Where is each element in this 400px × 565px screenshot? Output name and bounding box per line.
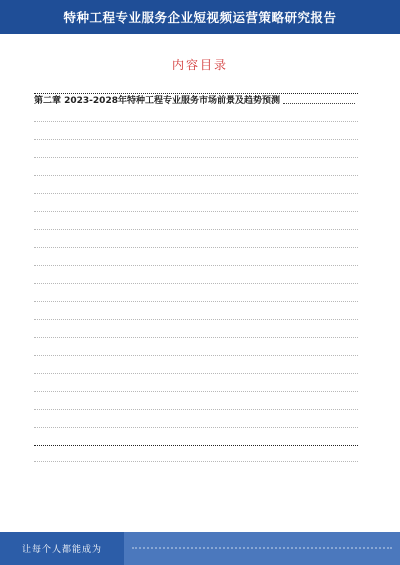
- toc-line: [34, 402, 358, 410]
- toc-line: [34, 330, 358, 338]
- toc-leader: [283, 103, 355, 104]
- toc-line: [34, 186, 358, 194]
- toc-line: [34, 294, 358, 302]
- toc-title: 内容目录: [171, 58, 228, 72]
- toc-line: [34, 438, 358, 446]
- toc-line: [34, 132, 358, 140]
- toc-entry-chapter-2[interactable]: [34, 97, 358, 106]
- footer-slogan: 让每个人都能成为: [21, 545, 102, 555]
- toc-line: [34, 258, 358, 266]
- toc-line: [34, 222, 358, 230]
- toc-list: [34, 86, 358, 466]
- toc-line: [34, 348, 358, 356]
- footer-banner: [0, 532, 400, 565]
- toc-line: [34, 366, 358, 374]
- footer-slogan-box: [0, 532, 124, 565]
- toc-line: [34, 168, 358, 176]
- footer-tagline-box: [124, 532, 400, 565]
- toc-line: [34, 454, 358, 462]
- toc-line: [34, 384, 358, 392]
- report-header: [0, 0, 400, 34]
- toc-line: [34, 150, 358, 158]
- toc-line: [34, 86, 358, 94]
- toc-line: [34, 114, 358, 122]
- toc-line: [34, 204, 358, 212]
- footer-dots: [132, 547, 392, 549]
- toc-entry-label: 第二章 2023-2028年特种工程专业服务市场前景及趋势预测: [34, 97, 283, 106]
- report-title: 特种工程专业服务企业短视频运营策略研究报告: [63, 10, 337, 25]
- toc-line: [34, 312, 358, 320]
- toc-line: [34, 420, 358, 428]
- toc-line: [34, 240, 358, 248]
- toc-line: [34, 276, 358, 284]
